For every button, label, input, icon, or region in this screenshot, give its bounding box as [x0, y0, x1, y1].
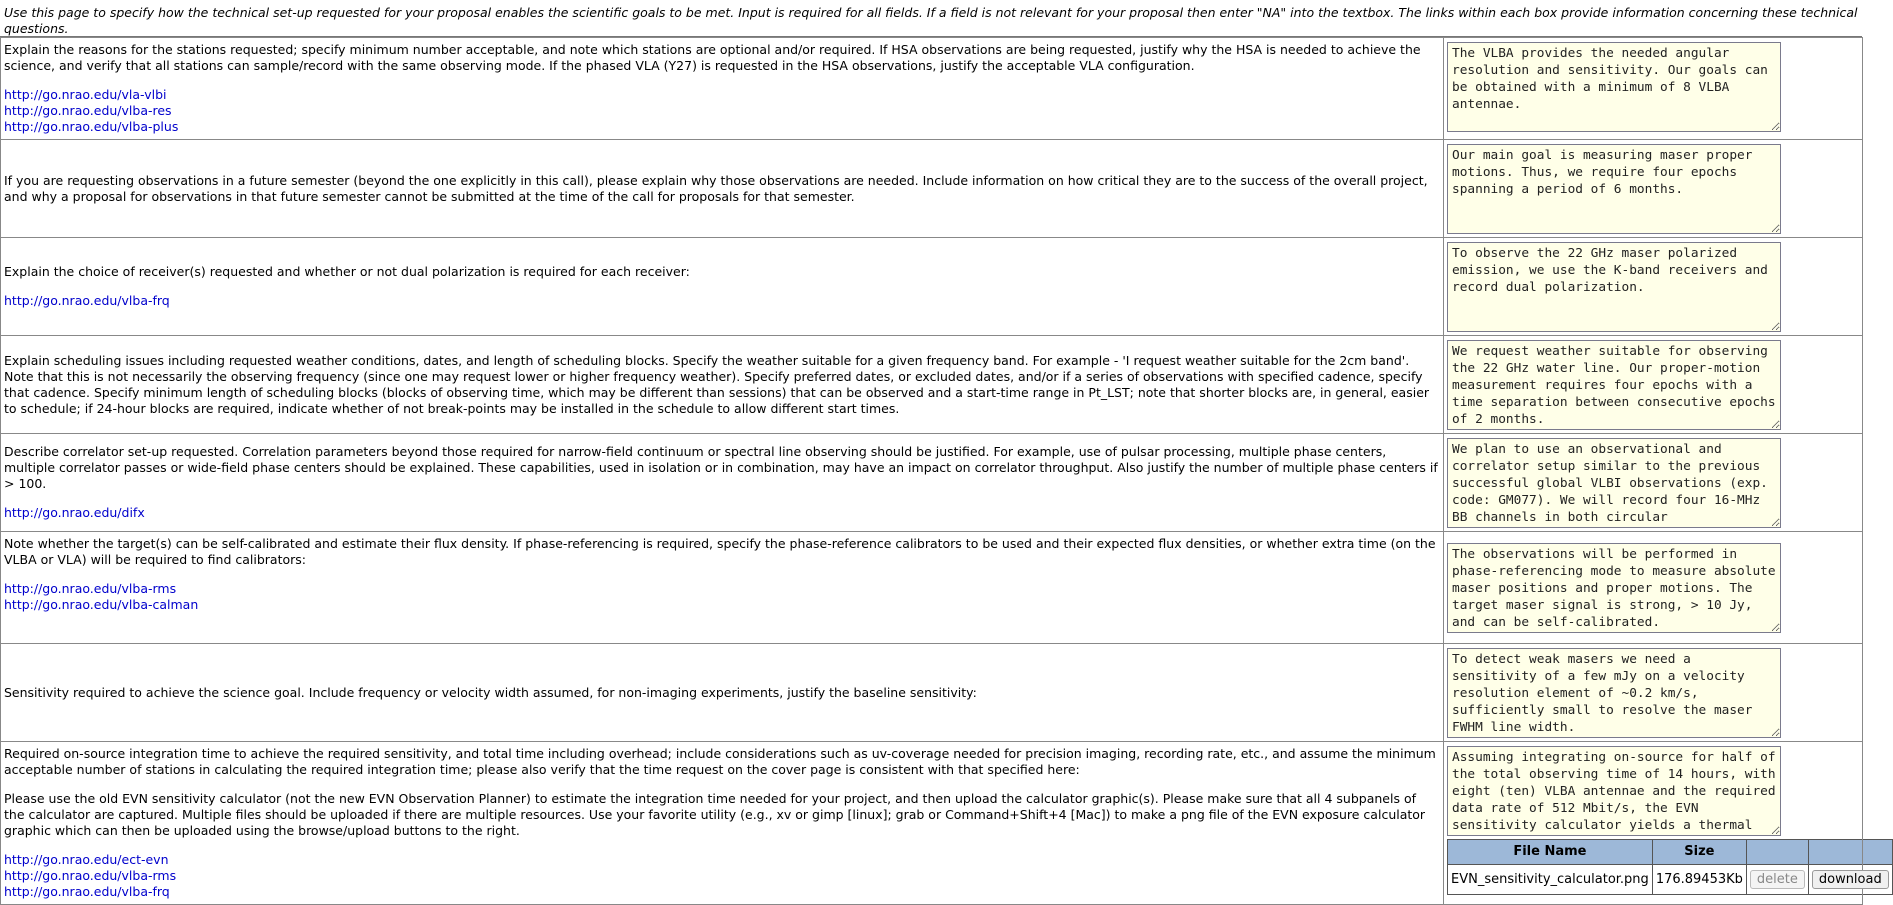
answer-cell: [1444, 742, 1882, 905]
question-cell: [1, 140, 1444, 238]
link-vla-vlbi[interactable]: http://go.nrao.edu/vla-vlbi: [4, 87, 167, 102]
question-text: Required on-source integration time to achieve the required sensitivity, and total time including overhead; include considerations such as uv-coverage needed for precision imaging, recording rate, etc., and assume the minimum acceptable number of stations in calculating the required integration time; please also verify that the time request on the cover page is consistent with that specified here:: [4, 746, 1436, 777]
question-cell: [1, 742, 1444, 905]
question-text-upload-instructions: Please use the old EVN sensitivity calculator (not the new EVN Observation Planner) to estimate the integration time needed for your project, and then upload the calculator graphic(s). Please make sure that all 4 subpanels of the calculator are captured. Multiple files should be uploaded if there are multiple resources. Use your favorite utility (e.g., xv or gimp [linux]; grab or Command+Shift+4 [Mac]) to make a png file of the EVN exposure calculator graphic which can then be uploaded using the browse/upload buttons to the right.: [4, 791, 1426, 838]
link-vlba-rms[interactable]: http://go.nrao.edu/vlba-rms: [4, 868, 177, 883]
question-text: Explain the choice of receiver(s) requested and whether or not dual polarization is required for each receiver:: [4, 264, 690, 279]
question-text: Sensitivity required to achieve the science goal. Include frequency or velocity width assumed, for non-imaging experiments, justify the baseline sensitivity:: [4, 684, 977, 700]
question-text: Note whether the target(s) can be self-calibrated and estimate their flux density. If phase-referencing is required, specify the phase-reference calibrators to be used and their expected flux densities, or whether extra time (on the VLBA or VLA) will be required to find calibrators:: [4, 536, 1436, 567]
answer-cell: [1444, 644, 1863, 742]
question-row-scheduling: [1, 336, 1863, 434]
files-header-row: [1448, 840, 1893, 865]
header-download: [1808, 840, 1892, 865]
header-file-name: File Name: [1448, 840, 1653, 865]
uploaded-files-table: [1447, 839, 1893, 895]
answer-textarea-calibration[interactable]: [1447, 543, 1781, 633]
question-cell: [1, 434, 1444, 532]
question-row-calibration: [1, 532, 1863, 644]
header-size: Size: [1652, 840, 1746, 865]
header-delete: [1746, 840, 1808, 865]
question-row-receivers: [1, 238, 1863, 336]
link-vlba-rms[interactable]: http://go.nrao.edu/vlba-rms: [4, 581, 177, 596]
question-cell: [1, 38, 1444, 140]
question-cell: [1, 644, 1444, 742]
answer-cell: [1444, 238, 1863, 336]
answer-cell: [1444, 140, 1863, 238]
technical-justification-table: [0, 37, 1882, 905]
question-text: Explain the reasons for the stations requested; specify minimum number acceptable, and note which stations are optional and/or required. If HSA observations are being requested, justify why the HSA is needed to achieve the science, and verify that all stations can sample/record with the same observing mode. If the phased VLA (Y27) is requested in the HSA observations, justify the acceptable VLA configuration.: [4, 42, 1421, 73]
answer-cell: [1444, 434, 1863, 532]
link-vlba-calman[interactable]: http://go.nrao.edu/vlba-calman: [4, 597, 199, 612]
answer-textarea-integration-time[interactable]: [1447, 746, 1781, 836]
question-cell: [1, 532, 1444, 644]
delete-button[interactable]: delete: [1750, 870, 1805, 889]
page-instructions: Use this page to specify how the technical set-up requested for your proposal enables the scientific goals to be met. Input is required for all fields. If a field is not relevant for your proposal then enter "NA" into the textbox. The links within each box provide information concerning these technical questions.: [0, 0, 1862, 37]
file-name: EVN_sensitivity_calculator.png: [1448, 865, 1653, 895]
file-row: [1448, 865, 1893, 895]
link-ect-evn[interactable]: http://go.nrao.edu/ect-evn: [4, 852, 169, 867]
link-vlba-frq[interactable]: http://go.nrao.edu/vlba-frq: [4, 884, 170, 899]
answer-textarea-receivers[interactable]: [1447, 242, 1781, 332]
answer-textarea-sensitivity[interactable]: [1447, 648, 1781, 738]
question-text: Describe correlator set-up requested. Correlation parameters beyond those required for narrow-field continuum or spectral line observing should be justified. For example, use of pulsar processing, multiple phase centers, multiple correlator passes or wide-field phase centers should be explained. These capabilities, used in isolation or in combination, may have an impact on correlator throughput. Also justify the number of multiple phase centers if > 100.: [4, 444, 1438, 491]
question-row-future-semester: [1, 140, 1863, 238]
link-vlba-frq[interactable]: http://go.nrao.edu/vlba-frq: [4, 293, 170, 308]
answer-textarea-stations[interactable]: [1447, 42, 1781, 132]
file-size: 176.89453Kb: [1652, 865, 1746, 895]
answer-textarea-correlator[interactable]: [1447, 438, 1781, 528]
answer-cell: [1444, 336, 1863, 434]
question-cell: [1, 336, 1444, 434]
link-vlba-res[interactable]: http://go.nrao.edu/vlba-res: [4, 103, 172, 118]
link-vlba-plus[interactable]: http://go.nrao.edu/vlba-plus: [4, 119, 179, 134]
question-row-correlator: [1, 434, 1863, 532]
question-row-sensitivity: [1, 644, 1863, 742]
question-text: Explain scheduling issues including requested weather conditions, dates, and length of scheduling blocks. Specify the weather suitable for a given frequency band. For example - 'I request weather suitable for the 2cm band'. Note that this is not necessarily the observing frequency (since one may request lower or higher frequency weather). Specify preferred dates, or excluded dates, and/or if a series of observations with specified cadence, specify that cadence. Specify minimum length of scheduling blocks (blocks of observing time, which may be different than sessions) that can be observed and a start-time range in Pt_LST; note that shorter blocks are, in general, easier to schedule; if 24-hour blocks are required, indicate whether of not break-points may be installed in the schedule to allow different start times.: [4, 352, 1430, 416]
question-text: If you are requesting observations in a future semester (beyond the one explicitly in this call), please explain why those observations are needed. Include information on how critical they are to the success of the overall project, and why a proposal for observations in that future semester cannot be submitted at the time of the call for proposals for that semester.: [4, 172, 1428, 204]
answer-textarea-future-semester[interactable]: [1447, 144, 1781, 234]
question-row-integration-time: [1, 742, 1863, 905]
link-difx[interactable]: http://go.nrao.edu/difx: [4, 505, 145, 520]
question-cell: [1, 238, 1444, 336]
answer-cell: [1444, 38, 1863, 140]
answer-textarea-scheduling[interactable]: [1447, 340, 1781, 430]
download-button[interactable]: download: [1812, 870, 1889, 889]
question-row-stations: [1, 38, 1863, 140]
answer-cell: [1444, 532, 1863, 644]
